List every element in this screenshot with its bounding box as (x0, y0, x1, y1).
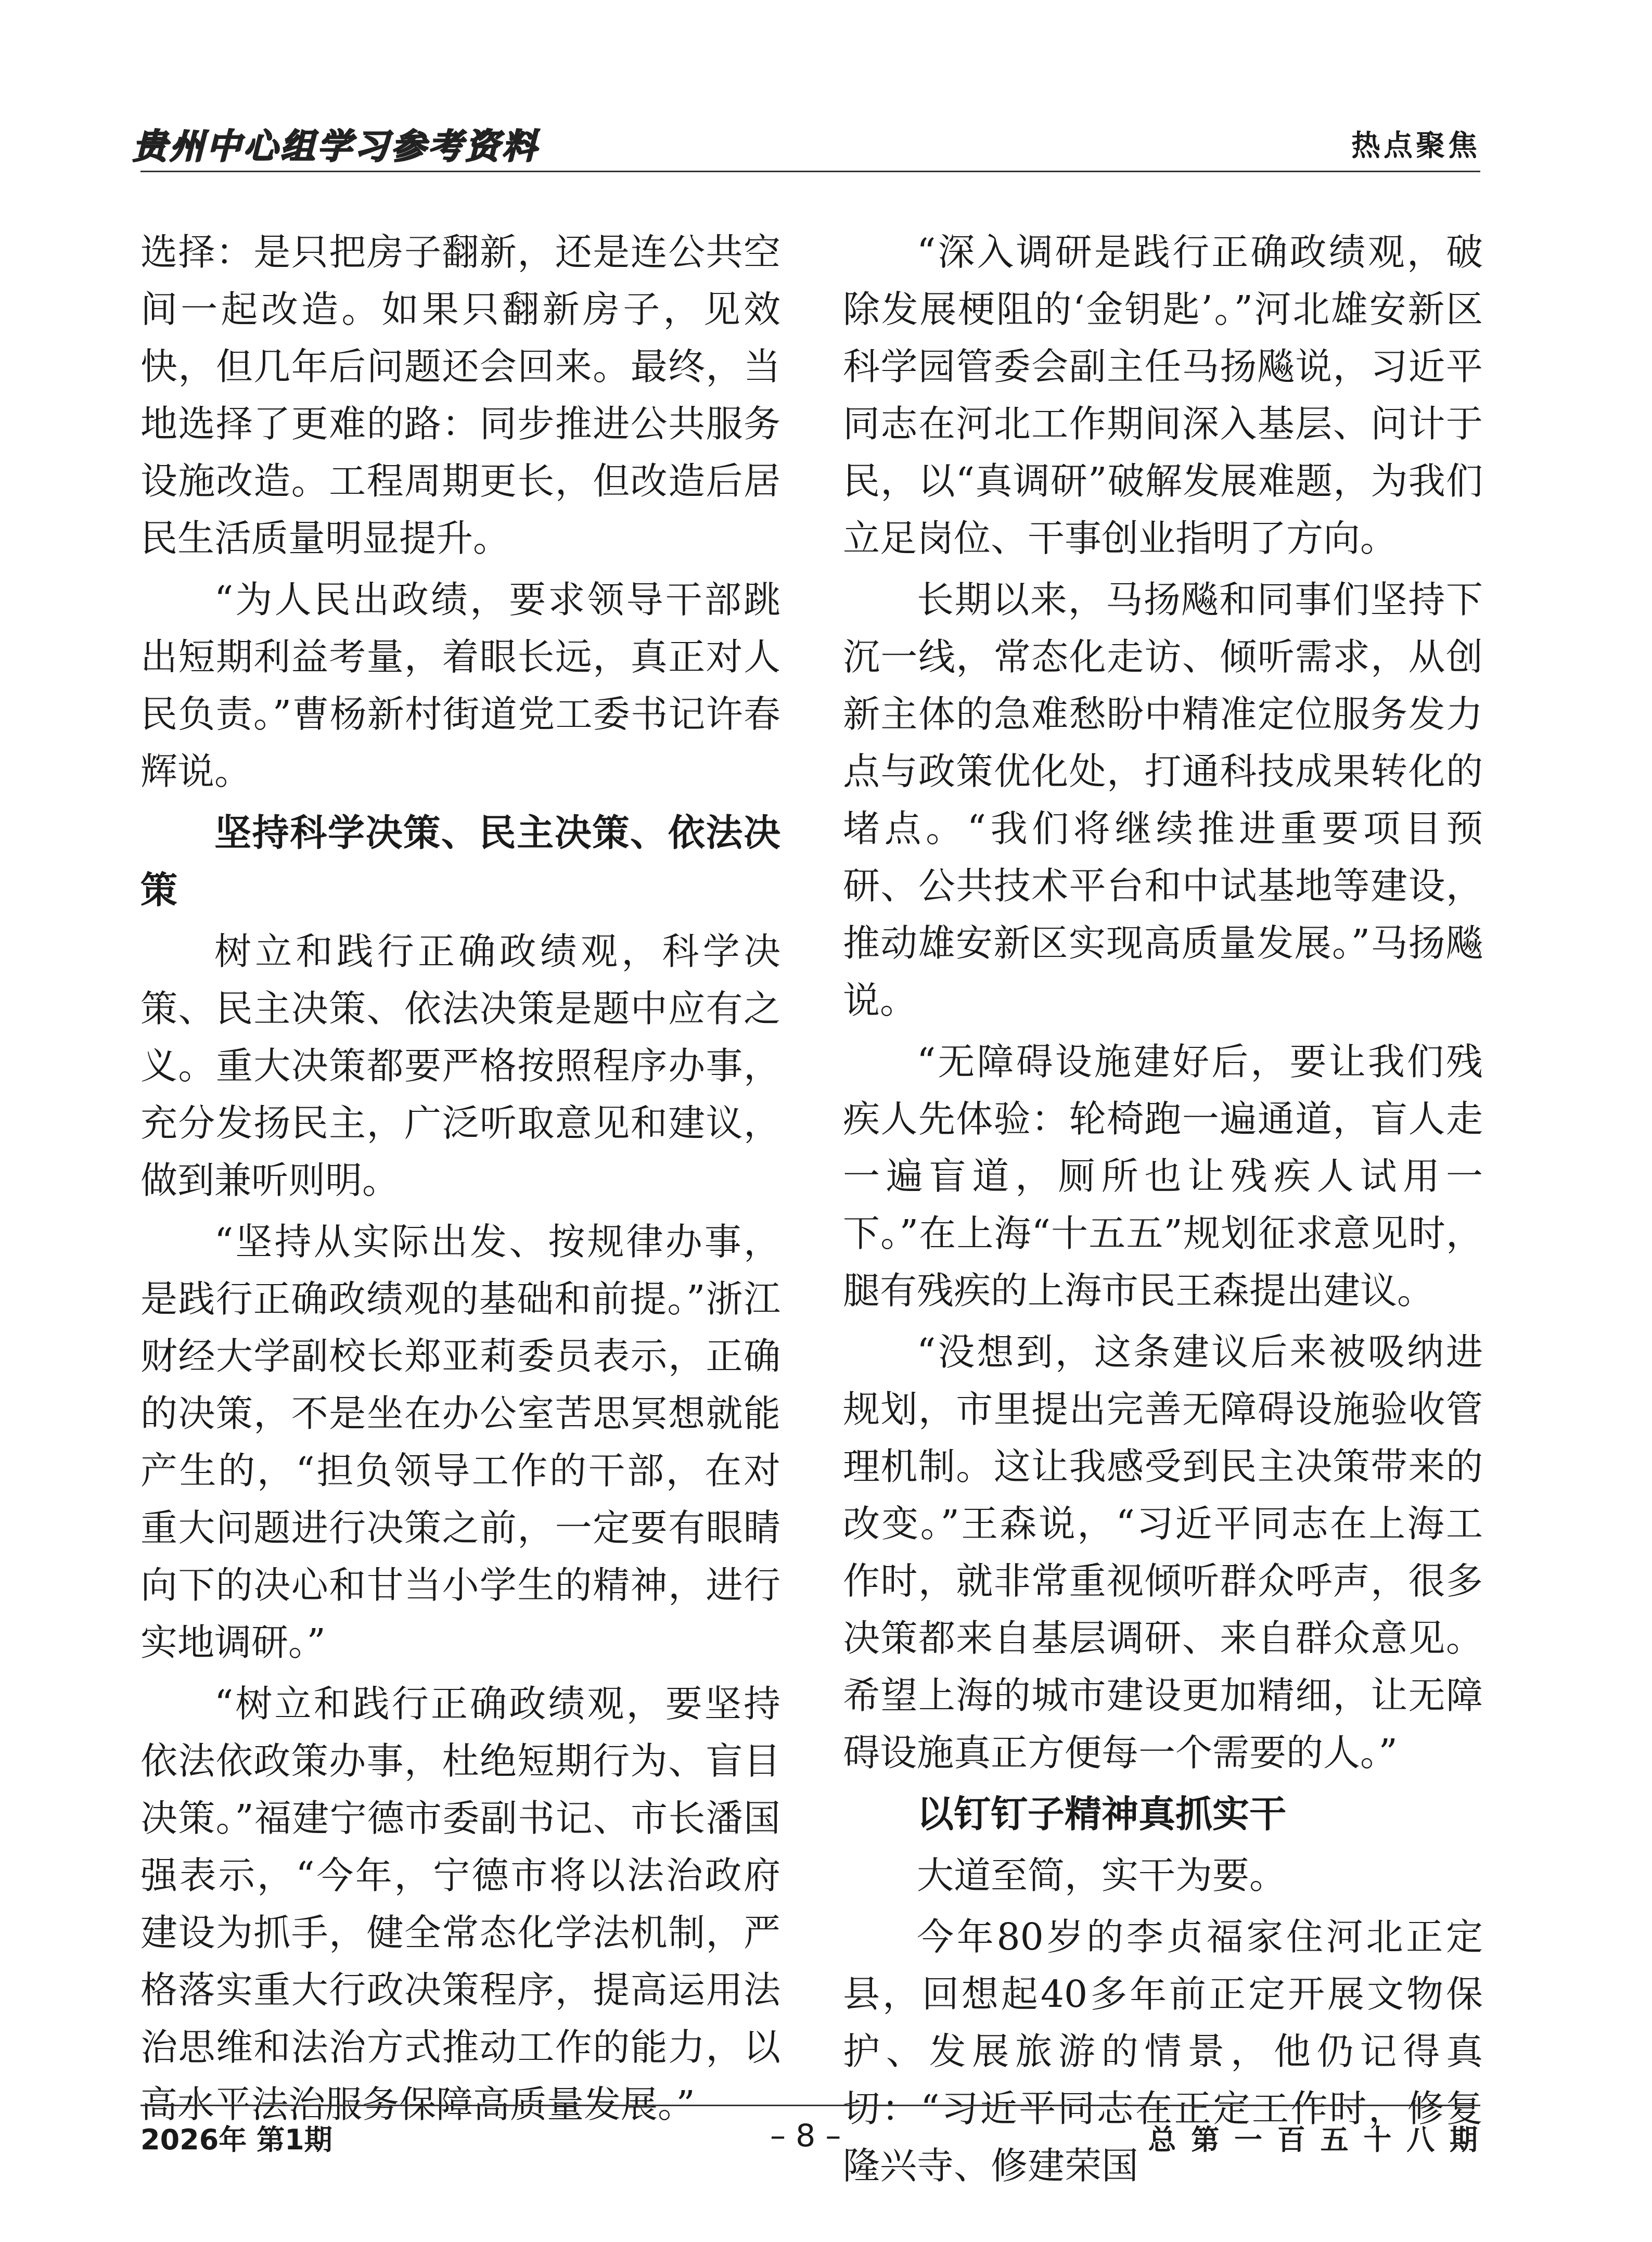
paragraph: “没想到，这条建议后来被吸纳进规划，市里提出完善无障碍设施验收管理机制。这让我感受到民主决策带来的改变。”王森说，“习近平同志在上海工作时，就非常重视倾听群众呼声，很多决策都来自基层调研、来自群众意见。希望上海的城市建设更加精细，让无障碍设施真正方便每一个需要的人。” (843, 1330, 1483, 1774)
paragraph: “为人民出政绩，要求领导干部跳出短期利益考量，着眼长远，真正对人民负责。”曹杨新村街道党工委书记许春辉说。 (140, 578, 780, 793)
header-divider (140, 171, 1480, 172)
page-number: – 8 – (770, 2118, 841, 2154)
paragraph: “深入调研是践行正确政绩观，破除发展梗阻的‘金钥匙’。”河北雄安新区科学园管委会副主任马扬飚说，习近平同志在河北工作期间深入基层、问计于民，以“真调研”破解发展难题，为我们立足岗位、干事创业指明了方向。 (843, 230, 1483, 560)
paragraph: 大道至简，实干为要。 (917, 1854, 1287, 1897)
section-heading: 坚持科学决策、民主决策、依法决策 (140, 811, 780, 912)
footer-divider (140, 2105, 1480, 2106)
issue-number: 2026年 第1期 (140, 2123, 332, 2156)
left-column (140, 224, 780, 2137)
paragraph: “无障碍设施建好后，要让我们残疾人先体验：轮椅跑一遍通道，盲人走一遍盲道，厕所也让残疾人试用一下。”在上海“十五五”规划征求意见时，腿有残疾的上海市民王森提出建议。 (843, 1040, 1483, 1312)
section-name: 热点聚焦 (1351, 129, 1480, 163)
right-column (843, 224, 1483, 2199)
paragraph: 长期以来，马扬飚和同事们坚持下沉一线，常态化走访、倾听需求，从创新主体的急难愁盼中精准定位服务发力点与政策优化处，打通科技成果转化的堵点。“我们将继续推进重要项目预研、公共技术平台和中试基地等建设，推动雄安新区实现高质量发展。”马扬飚说。 (843, 578, 1483, 1022)
journal-title: 贵州中心组学习参考资料 (133, 126, 539, 166)
paragraph: 选择：是只把房子翻新，还是连公共空间一起改造。如果只翻新房子，见效快，但几年后问题还会回来。最终，当地选择了更难的路：同步推进公共服务设施改造。工程周期更长，但改造后居民生活质量明显提升。 (140, 230, 780, 560)
paragraph: 树立和践行正确政绩观，科学决策、民主决策、依法决策是题中应有之义。重大决策都要严格按照程序办事，充分发扬民主，广泛听取意见和建议，做到兼听则明。 (140, 930, 780, 1202)
section-heading: 以钉钉子精神真抓实干 (917, 1792, 1287, 1836)
paragraph: 今年80岁的李贞福家住河北正定县，回想起40多年前正定开展文物保护、发展旅游的情景，他仍记得真切：“习近平同志在正定工作时，修复隆兴寺、修建荣国 (843, 1915, 1483, 2187)
paragraph: “坚持从实际出发、按规律办事，是践行正确政绩观的基础和前提。”浙江财经大学副校长郑亚莉委员表示，正确的决策，不是坐在办公室苦思冥想就能产生的，“担负领导工作的干部，在对重大问题进行决策之前，一定要有眼睛向下的决心和甘当小学生的精神，进行实地调研。” (140, 1220, 780, 1664)
total-issue-number: 总 第 一 百 五 十 八 期 (1148, 2123, 1480, 2156)
paragraph: “树立和践行正确政绩观，要坚持依法依政策办事，杜绝短期行为、盲目决策。”福建宁德市委副书记、市长潘国强表示，“今年，宁德市将以法治政府建设为抓手，健全常态化学法机制，严格落实重大行政决策程序，提高运用法治思维和法治方式推动工作的能力，以高水平法治服务保障高质量发展。” (140, 1682, 780, 2126)
